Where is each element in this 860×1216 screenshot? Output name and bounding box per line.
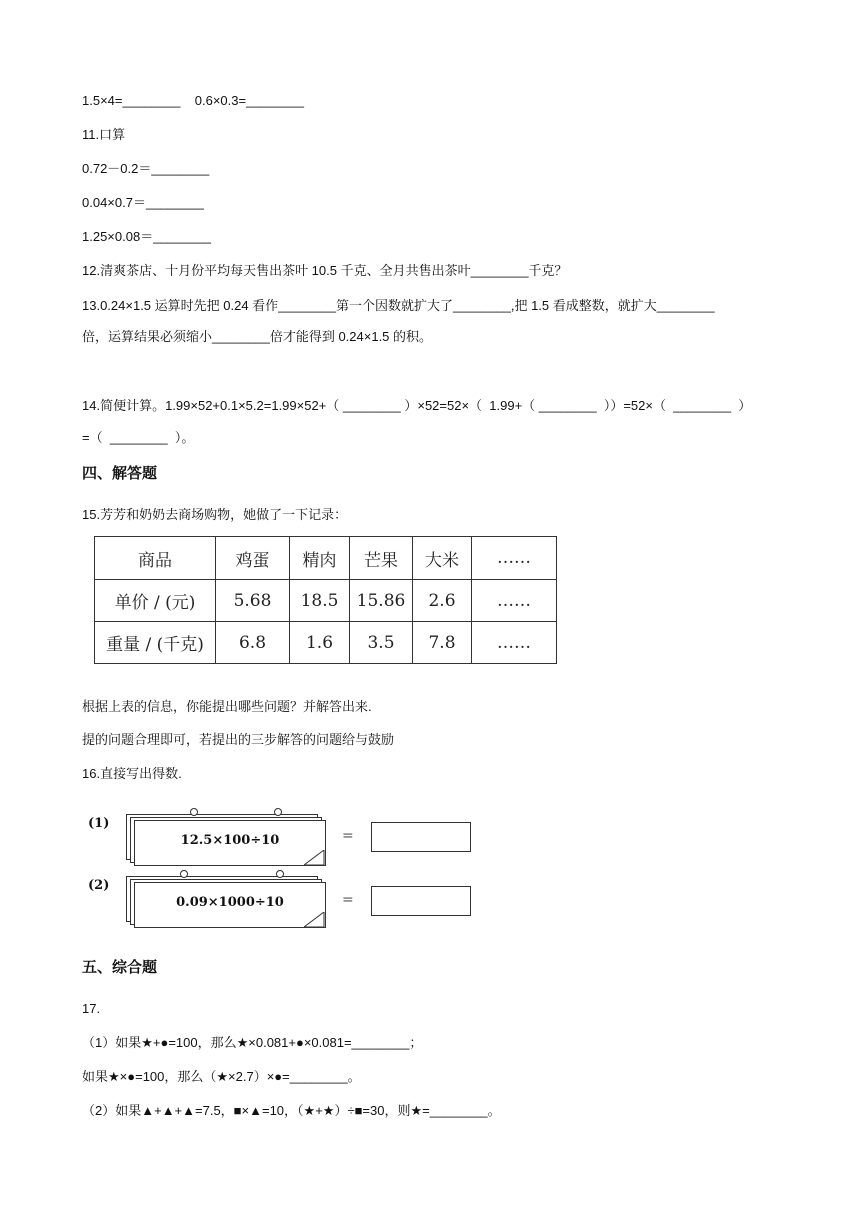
page-curl-icon	[304, 912, 326, 928]
table-row	[95, 622, 557, 664]
table-cell: 6.8	[216, 622, 290, 664]
question-16: 16.直接写出得数.	[82, 766, 182, 781]
table-row	[95, 580, 557, 622]
equals-sign: =	[342, 828, 354, 844]
section-4-heading: 四、解答题	[82, 464, 158, 482]
card-label: (1)	[88, 816, 110, 831]
expression-text: 0.09×1000÷10	[176, 895, 284, 910]
question-13-line-2: 倍，运算结果必须缩小________倍才能得到 0.24×1.5 的积。	[82, 329, 433, 344]
mental-math-figure	[82, 800, 478, 940]
ring-icon	[274, 808, 282, 816]
ring-icon	[180, 870, 188, 878]
question-11-item-3: 1.25×0.08＝________	[82, 229, 212, 244]
answer-box-2[interactable]	[371, 886, 471, 916]
question-15-hint: 提的问题合理即可，若提出的三步解答的问题给与鼓励	[82, 732, 395, 747]
table-cell: 2.6	[413, 580, 472, 622]
table-cell: ……	[472, 622, 557, 664]
table-row	[95, 537, 557, 580]
ring-icon	[276, 870, 284, 878]
shopping-record-table	[94, 536, 557, 664]
equals-sign: =	[342, 892, 354, 908]
table-cell: 芒果	[350, 537, 413, 580]
exercise-line-10-tail: 1.5×4=________ 0.6×0.3=________	[82, 93, 304, 108]
question-11-item-1: 0.72－0.2＝________	[82, 161, 210, 176]
question-15: 15.芳芳和奶奶去商场购物，她做了一下记录：	[82, 507, 348, 522]
question-14-line-1: 14.简便计算。1.99×52+0.1×5.2=1.99×52+（ ________ ）×52=52×（ 1.99+（ ________ ））=52×（ ________ ）	[82, 398, 752, 413]
table-cell: 重量 / (千克)	[95, 622, 216, 664]
table-cell: 商品	[95, 537, 216, 580]
table-cell: 7.8	[413, 622, 472, 664]
table-cell: 15.86	[350, 580, 413, 622]
table-cell: 精肉	[290, 537, 350, 580]
page-curl-icon	[304, 850, 326, 866]
expression-card	[134, 882, 326, 928]
question-17-part-2: （2）如果▲+▲+▲=7.5，■×▲=10，（★+★）÷■=30，则★=________。	[82, 1103, 501, 1118]
question-17: 17.	[82, 1001, 101, 1016]
question-17-part-1a: （1）如果★+●=100，那么★×0.081+●×0.081=________；	[82, 1035, 423, 1050]
table-cell: 5.68	[216, 580, 290, 622]
card-label: (2)	[88, 878, 110, 893]
question-11-title: 11.口算	[82, 127, 126, 142]
section-5-heading: 五、综合题	[82, 958, 158, 976]
expression-card	[134, 820, 326, 866]
question-17-part-1b: 如果★×●=100，那么（★×2.7）×●=________。	[82, 1069, 361, 1084]
table-cell: ……	[472, 537, 557, 580]
answer-box-1[interactable]	[371, 822, 471, 852]
table-cell: 18.5	[290, 580, 350, 622]
table-cell: ……	[472, 580, 557, 622]
question-14-line-2: =（ ________ ）。	[82, 430, 195, 445]
table-cell: 鸡蛋	[216, 537, 290, 580]
question-13-line-1: 13.0.24×1.5 运算时先把 0.24 看作________第一个因数就扩大了________,把 1.5 看成整数，就扩大________	[82, 298, 715, 313]
question-15-prompt: 根据上表的信息，你能提出哪些问题？并解答出来.	[82, 699, 372, 714]
table-cell: 3.5	[350, 622, 413, 664]
table-cell: 大米	[413, 537, 472, 580]
table-cell: 1.6	[290, 622, 350, 664]
ring-icon	[190, 808, 198, 816]
table-cell: 单价 / (元)	[95, 580, 216, 622]
expression-text: 12.5×100÷10	[180, 833, 280, 848]
question-11-item-2: 0.04×0.7＝________	[82, 195, 204, 210]
question-12: 12.清爽茶店、十月份平均每天售出茶叶 10.5 千克、全月共售出茶叶________千克？	[82, 263, 568, 278]
